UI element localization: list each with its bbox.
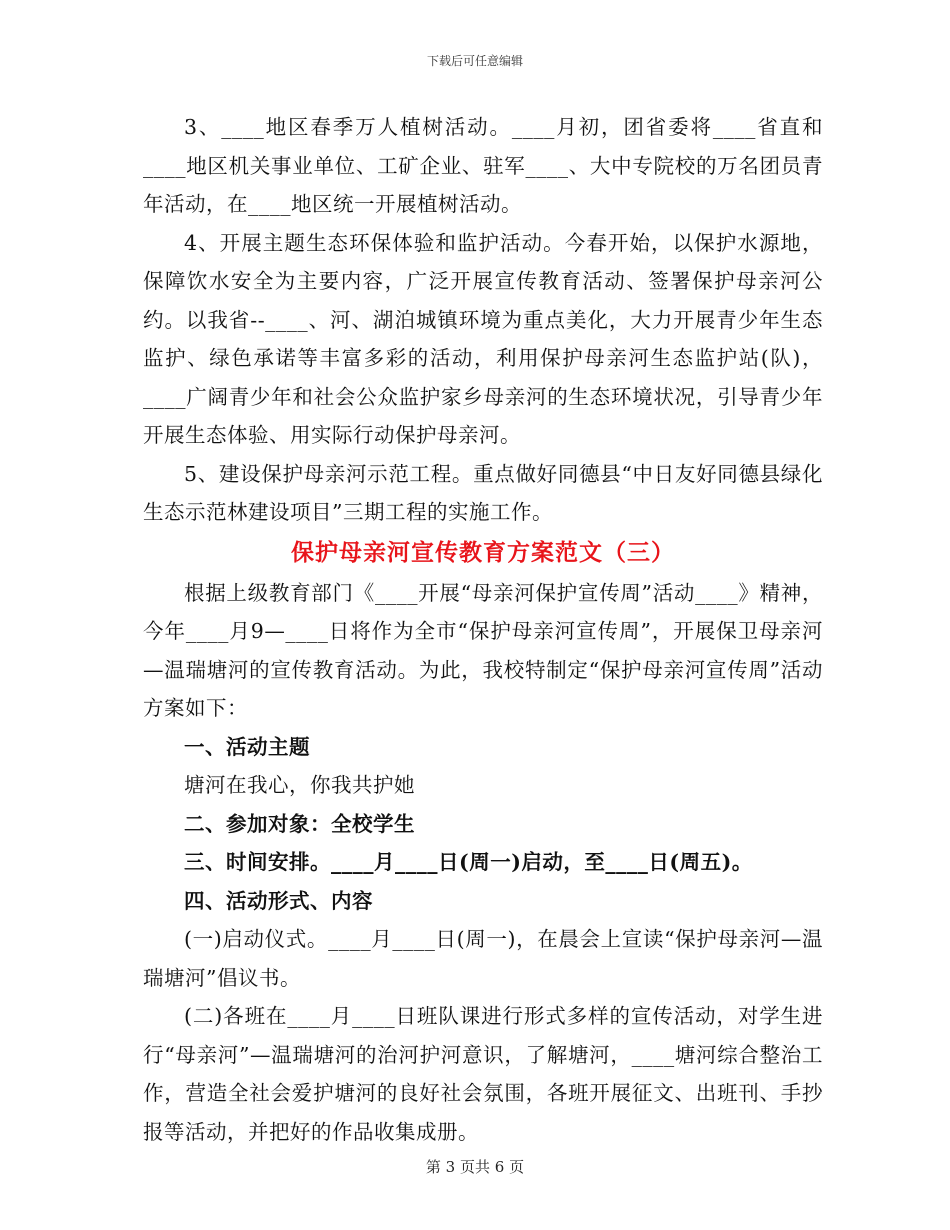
paragraph: (二)各班在____月____日班队课进行形式多样的宣传活动，对学生进行“母亲河”—温瑞塘河的治河护河意识，了解塘河，____塘河综合整治工作，营造全社会爱护塘河的良好社会氛围，各班开展征文、出班刊、手抄报等活动，并把好的作品收集成册。 [143, 1004, 823, 1144]
paragraph: 4、开展主题生态环保体验和监护活动。今春开始，以保护水源地，保障饮水安全为主要内容，广泛开展宣传教育活动、签署保护母亲河公约。以我省--____、河、湖泊城镇环境为重点美化，大力开展青少年生态监护、绿色承诺等丰富多彩的活动，利用保护母亲河生态监护站(队)，____广阔青少年和社会公众监护家乡母亲河的生态环境状况，引导青少年开展生态体验、用实际行动保护母亲河。 [143, 230, 823, 447]
paragraphs-before [143, 108, 823, 532]
paragraph: 二、参加对象：全校学生 [184, 811, 415, 836]
paragraph: 一、活动主题 [184, 734, 310, 759]
paragraph: (一)启动仪式。____月____日(周一)，在晨会上宣读“保护母亲河—温瑞塘河”倡议书。 [143, 927, 823, 990]
paragraphs-after [143, 574, 823, 1152]
paragraph: 3、____地区春季万人植树活动。____月初，团省委将____省直和____地区机关事业单位、工矿企业、驻军____、大中专院校的万名团员青年活动，在____地区统一开展植树活动。 [143, 115, 823, 216]
paragraph: 三、时间安排。____月____日(周一)启动，至____日(周五)。 [184, 850, 753, 874]
paragraph: 塘河在我心，你我共护她 [184, 773, 415, 797]
document-body [143, 108, 823, 1151]
paragraph: 根据上级教育部门《____开展“母亲河保护宣传周”活动____》精神，今年____月9—____日将作为全市“保护母亲河宣传周”，开展保卫母亲河—温瑞塘河的宣传教育活动。为此，我校特制定“保护母亲河宣传周”活动方案如下： [143, 580, 823, 720]
paragraph: 5、建设保护母亲河示范工程。重点做好同德县“中日友好同德县绿化生态示范林建设项目”三期工程的实施工作。 [143, 461, 823, 524]
paragraph: 四、活动形式、内容 [184, 888, 373, 913]
section-title: 保护母亲河宣传教育方案范文（三） [291, 538, 675, 566]
page-footer: 第 3 页共 6 页 [425, 1158, 525, 1176]
page-header: 下载后可任意编辑 [426, 54, 523, 68]
